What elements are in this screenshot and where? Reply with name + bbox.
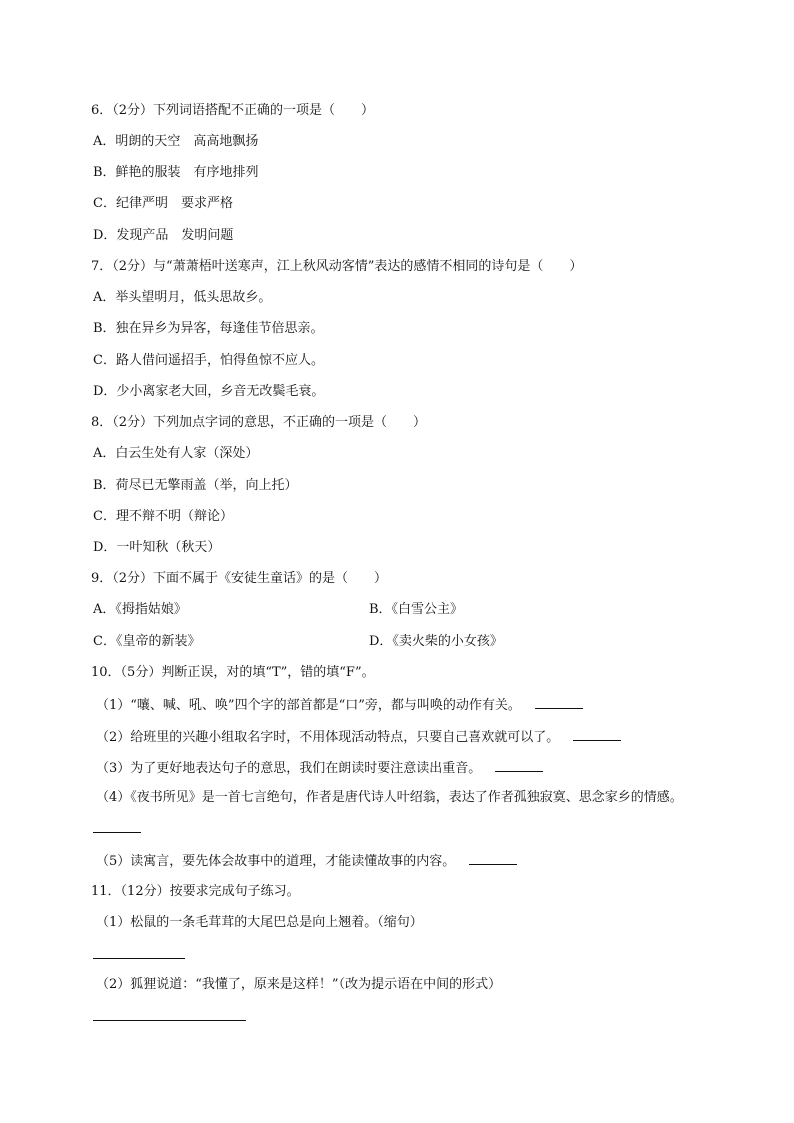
- question-6-option-c: C．纪律严明 要求严格: [93, 196, 233, 211]
- question-9-option-d: D．《卖火柴的小女孩》: [369, 634, 503, 649]
- question-7-option-c: C．路人借问遥招手，怕得鱼惊不应人。: [93, 353, 324, 368]
- question-10-item-4: （4）《夜书所见》是一首七言绝句，作者是唐代诗人叶绍翁，表达了作者孤独寂寞、思念家乡的情感。: [96, 790, 683, 805]
- question-11-stem: 11．（12分）按要求完成句子练习。: [91, 884, 300, 899]
- question-11-item-1: （1）松鼠的一条毛茸茸的大尾巴总是向上翘着。（缩句）: [96, 915, 423, 930]
- question-10-item-5-text: （5）读寓言，要先体会故事中的道理，才能读懂故事的内容。: [96, 854, 456, 869]
- question-10-item-5: [96, 851, 517, 869]
- question-9-option-b: B．《白雪公主》: [369, 602, 464, 617]
- question-7-option-a: A．举头望明月，低头思故乡。: [93, 290, 272, 305]
- question-6-stem: 6．（2分）下列词语搭配不正确的一项是（ ）: [91, 103, 375, 118]
- answer-blank[interactable]: [93, 832, 141, 833]
- question-8-option-a: A．白云生处有人家（深处）: [93, 446, 259, 461]
- answer-blank[interactable]: [469, 851, 517, 865]
- answer-blank[interactable]: [93, 958, 185, 959]
- question-9-stem: 9．（2分）下面不属于《安徒生童话》的是（ ）: [91, 571, 388, 586]
- question-8-stem: 8．（2分）下列加点字词的意思，不正确的一项是（ ）: [91, 415, 427, 430]
- question-10-item-3-text: （3）为了更好地表达句子的意思，我们在朗读时要注意读出重音。: [96, 761, 482, 776]
- question-10-stem: 10．（5分）判断正误，对的填“T”，错的填“F”。: [91, 665, 375, 680]
- answer-blank[interactable]: [573, 727, 621, 741]
- question-8-option-b: B．荷尽已无擎雨盖（举，向上托）: [93, 478, 298, 493]
- question-6-option-d: D．发现产品 发明问题: [93, 228, 234, 243]
- question-8-option-c: C．理不辩不明（辩论）: [93, 509, 233, 524]
- question-7-option-b: B．独在异乡为异客，每逢佳节倍思亲。: [93, 321, 324, 336]
- question-9-option-c: C．《皇帝的新装》: [93, 634, 201, 649]
- answer-blank[interactable]: [535, 695, 583, 709]
- question-7-stem: 7．（2分）与“萧萧梧叶送寒声，江上秋风动客情”表达的感情不相同的诗句是（ ）: [91, 259, 583, 274]
- question-10-item-2-text: （2）给班里的兴趣小组取名字时，不用体现活动特点，只要自己喜欢就可以了。: [96, 730, 560, 745]
- question-11-item-2: （2）狐狸说道：“我懂了，原来是这样！”（改为提示语在中间的形式）: [96, 977, 502, 992]
- question-8-option-d: D．一叶知秋（秋天）: [93, 540, 221, 555]
- question-7-option-d: D．少小离家老大回，乡音无改鬓毛衰。: [93, 384, 325, 399]
- answer-blank[interactable]: [93, 1020, 246, 1021]
- question-10-item-2: [96, 727, 621, 745]
- question-6-option-b: B．鲜艳的服装 有序地排列: [93, 165, 259, 180]
- question-6-option-a: A．明朗的天空 高高地飘扬: [93, 134, 259, 149]
- question-10-item-1: [96, 695, 583, 713]
- answer-blank[interactable]: [495, 758, 543, 772]
- question-10-item-1-text: （1）“嚷、喊、吼、唤”四个字的部首都是“口”旁，都与叫唤的动作有关。: [96, 698, 521, 713]
- question-9-option-a: A．《拇指姑娘》: [93, 602, 187, 617]
- question-10-item-3: [96, 758, 543, 776]
